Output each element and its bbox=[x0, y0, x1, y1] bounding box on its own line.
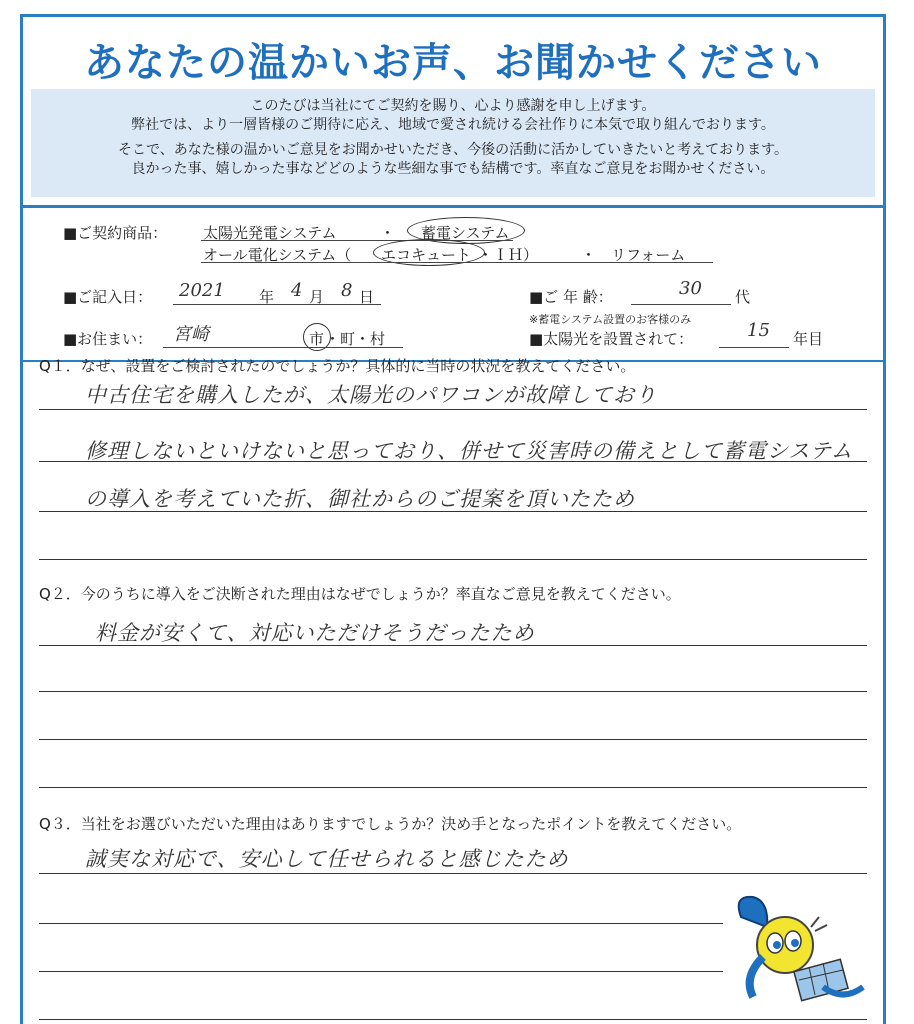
q3-answer-line-1: 誠実な対応で、安心して任せられると感じたため bbox=[85, 847, 569, 871]
contract-underline-2 bbox=[201, 262, 713, 263]
intro-line-3: そこで、あなた様の温かいご意見をお聞かせいただき、今後の活動に活かしていきたいと考えております。 bbox=[117, 142, 789, 158]
age-underline bbox=[631, 304, 731, 305]
age-value: 30 bbox=[679, 278, 702, 299]
date-year-unit: 年 bbox=[259, 288, 275, 306]
address-underline bbox=[163, 347, 403, 348]
age-unit: 代 bbox=[735, 288, 751, 306]
answer-rule bbox=[39, 645, 867, 646]
answer-rule bbox=[39, 691, 867, 692]
option-reform: リフォーム bbox=[611, 246, 686, 264]
option-ih: ・ＩＨ） bbox=[478, 246, 539, 264]
solar-years-label: ■太陽光を設置されて： bbox=[529, 330, 694, 348]
intro-line-4: 良かった事、嬉しかった事などどのような些細な事でも結構です。率直なご意見をお聞かせください。 bbox=[131, 161, 775, 177]
option-separator: ・ bbox=[380, 224, 396, 242]
q1-question: Q１．なぜ、設置をご検討されたのでしょうか？具体的に当時の状況を教えてください。 bbox=[39, 357, 636, 375]
date-year-value: 2021 bbox=[179, 280, 225, 301]
intro-box bbox=[31, 89, 875, 197]
q1-answer-line-1: 中古住宅を購入したが、太陽光のパワコンが故障しており bbox=[85, 383, 657, 407]
survey-title: あなたの温かいお声、お聞かせください bbox=[84, 40, 822, 86]
q1-answer-line-2: 修理しないといけないと思っており、併せて災害時の備えとして蓄電システム bbox=[85, 439, 853, 463]
intro-line-2: 弊社では、より一層皆様のご期待に応え、地域で愛され続ける会社作りに本気で取り組んでおります。 bbox=[131, 117, 775, 133]
q3-question: Q３．当社をお選びいただいた理由はありますでしょうか？決め手となったポイントを教えてください。 bbox=[39, 815, 742, 833]
mascot-icon bbox=[723, 887, 873, 1017]
option-separator-2: ・ bbox=[581, 246, 597, 264]
answer-rule bbox=[39, 461, 867, 462]
answer-rule bbox=[39, 923, 723, 924]
intro-line-1: このたびは当社にてご契約を賜り、心より感謝を申し上げます。 bbox=[250, 98, 656, 114]
address-label: ■お住まい： bbox=[63, 330, 153, 348]
customer-info-section bbox=[23, 205, 883, 362]
date-label: ■ご記入日： bbox=[63, 288, 153, 306]
address-rest: ・町・村 bbox=[325, 330, 386, 348]
date-month-unit: 月 bbox=[309, 288, 325, 306]
answer-rule bbox=[39, 787, 867, 788]
q2-answer-line-1: 料金が安くて、対応いただけそうだったため bbox=[95, 621, 535, 645]
solar-years-unit: 年目 bbox=[793, 330, 824, 348]
answer-rule bbox=[39, 409, 867, 410]
answer-rule bbox=[39, 873, 867, 874]
q1-answer-line-3: の導入を考えていた折、御社からのご提案を頂いたため bbox=[85, 487, 635, 511]
address-city: 市 bbox=[309, 330, 325, 348]
date-month-value: 4 bbox=[291, 280, 303, 301]
battery-note: ※蓄電システム設置のお客様のみ bbox=[529, 313, 692, 326]
answer-rule bbox=[39, 739, 867, 740]
answer-rule bbox=[39, 511, 867, 512]
contract-underline-1 bbox=[201, 240, 513, 241]
option-battery: 蓄電システム bbox=[421, 224, 510, 242]
option-ecocute: エコキュート bbox=[381, 246, 472, 264]
option-solar: 太陽光発電システム bbox=[203, 224, 337, 242]
survey-sheet bbox=[20, 14, 886, 1024]
option-all-electric: オール電化システム（ bbox=[203, 246, 352, 264]
date-day-unit: 日 bbox=[359, 288, 375, 306]
answer-rule bbox=[39, 559, 867, 560]
contract-label: ■ご契約商品： bbox=[63, 224, 168, 242]
address-value: 宮崎 bbox=[173, 324, 209, 345]
solar-years-underline bbox=[719, 347, 789, 348]
q2-question: Q２．今のうちに導入をご決断された理由はなぜでしょうか？率直なご意見を教えてください。 bbox=[39, 585, 681, 603]
age-label: ■ご 年 齢： bbox=[529, 288, 613, 306]
solar-years-value: 15 bbox=[747, 320, 770, 341]
answer-rule bbox=[39, 1019, 867, 1020]
date-day-value: 8 bbox=[341, 280, 353, 301]
date-underline bbox=[173, 304, 381, 305]
answer-rule bbox=[39, 971, 723, 972]
